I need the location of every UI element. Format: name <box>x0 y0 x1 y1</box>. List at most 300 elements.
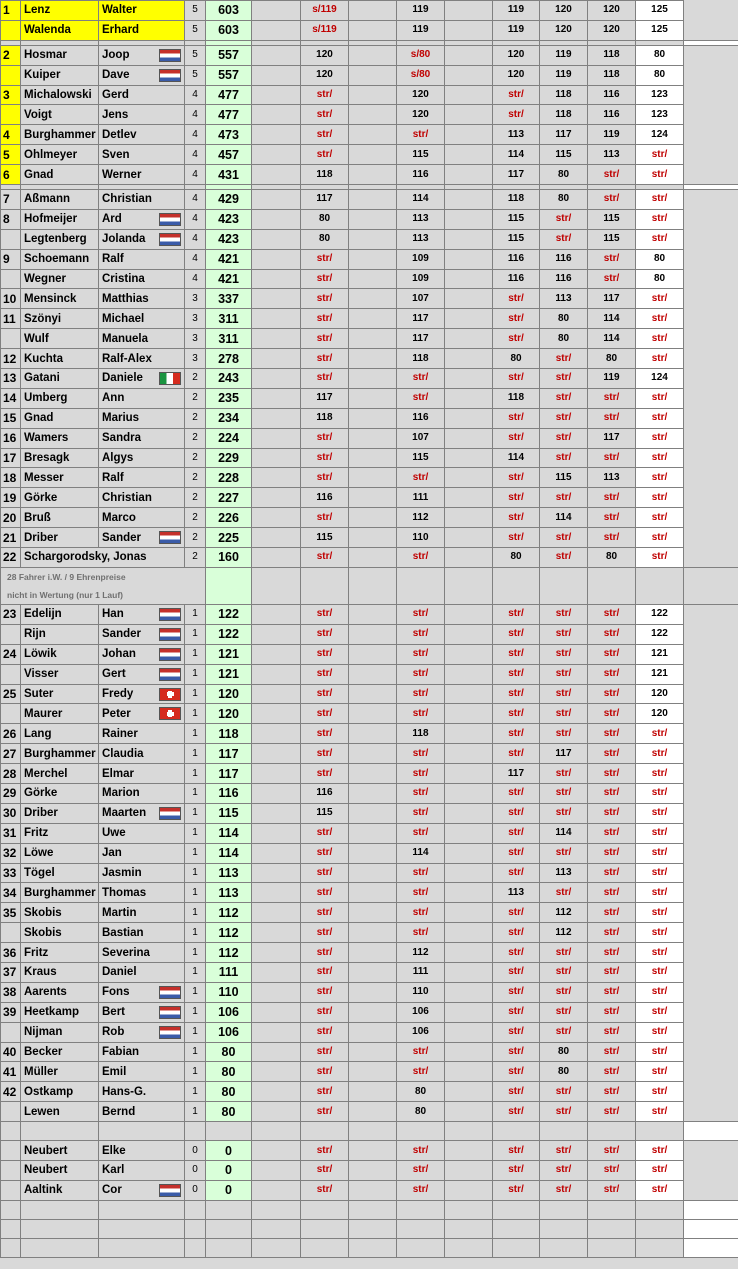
run-result-cell: str/ <box>301 289 349 309</box>
empty-cell <box>252 982 301 1002</box>
run-result-cell: str/ <box>588 684 636 704</box>
netherlands-flag-icon <box>159 233 181 246</box>
first-name-label: Maarten <box>102 807 147 820</box>
runs-count-cell: 1 <box>185 1022 206 1042</box>
run-result-cell: s/119 <box>301 1 349 21</box>
run-result-cell <box>445 1180 493 1200</box>
run-result-cell: str/ <box>588 1160 636 1180</box>
empty-cell <box>588 1122 636 1141</box>
last-name-cell: Rijn <box>21 624 99 644</box>
rank-cell: 42 <box>1 1082 21 1102</box>
first-name-cell <box>99 903 185 923</box>
empty-cell <box>397 1200 445 1219</box>
rank-cell: 21 <box>1 528 21 548</box>
run-result-cell: str/ <box>493 528 540 548</box>
empty-cell <box>588 1200 636 1219</box>
first-name-cell <box>99 408 185 428</box>
empty-cell <box>252 190 301 210</box>
last-name-cell: Müller <box>21 1062 99 1082</box>
run-result-cell: 114 <box>397 190 445 210</box>
run-result-cell <box>349 408 397 428</box>
empty-cell <box>636 1238 684 1257</box>
first-name-cell <box>99 309 185 329</box>
run-result-cell: str/ <box>301 1102 349 1122</box>
table-row <box>1 982 738 1002</box>
run-result-cell: 114 <box>493 448 540 468</box>
run-result-cell: str/ <box>588 1022 636 1042</box>
run-result-cell <box>349 388 397 408</box>
run-result-cell <box>445 1 493 21</box>
table-row <box>1 783 738 803</box>
first-name-cell <box>99 329 185 349</box>
run-result-cell <box>445 369 493 389</box>
runs-count-cell: 2 <box>185 528 206 548</box>
empty-cell <box>636 567 684 604</box>
run-result-cell: 113 <box>397 229 445 249</box>
run-result-cell: str/ <box>636 1180 684 1200</box>
last-name-cell: Neubert <box>21 1160 99 1180</box>
runs-count-cell: 4 <box>185 209 206 229</box>
run-result-cell <box>349 85 397 105</box>
last-name-cell: Neubert <box>21 1141 99 1161</box>
table-row <box>1 604 738 624</box>
run-result-cell <box>349 923 397 943</box>
run-result-cell: str/ <box>588 508 636 528</box>
table-row <box>1 45 738 65</box>
run-result-cell: 118 <box>301 408 349 428</box>
run-result-cell: str/ <box>540 369 588 389</box>
run-result-cell <box>445 962 493 982</box>
last-name-cell: Fritz <box>21 943 99 963</box>
total-points-cell: 311 <box>206 309 252 329</box>
first-name-label: Sandra <box>102 432 141 445</box>
run-result-cell: 116 <box>397 165 445 185</box>
run-result-cell <box>349 644 397 664</box>
runs-count-cell: 2 <box>185 468 206 488</box>
empty-cell <box>445 567 493 604</box>
rank-cell: 35 <box>1 903 21 923</box>
run-result-cell: str/ <box>301 883 349 903</box>
runs-count-cell: 3 <box>185 309 206 329</box>
run-result-cell: 121 <box>636 644 684 664</box>
table-row <box>1 1022 738 1042</box>
rank-cell: 19 <box>1 488 21 508</box>
empty-cell <box>684 40 738 45</box>
first-name-cell <box>99 165 185 185</box>
first-name-label: Rob <box>102 1026 125 1039</box>
run-result-cell: str/ <box>540 528 588 548</box>
run-result-cell: str/ <box>397 684 445 704</box>
run-result-cell: str/ <box>397 125 445 145</box>
run-result-cell: 117 <box>540 125 588 145</box>
runs-count-cell: 5 <box>185 1 206 21</box>
run-result-cell: str/ <box>301 1180 349 1200</box>
run-result-cell <box>445 1102 493 1122</box>
empty-cell <box>684 567 738 604</box>
first-name-label: Jolanda <box>102 233 146 246</box>
empty-cell <box>206 567 252 604</box>
total-points-cell: 278 <box>206 349 252 369</box>
rank-cell <box>1 1141 21 1161</box>
table-row <box>1 269 738 289</box>
first-name-label: Ralf-Alex <box>102 352 152 365</box>
first-name-cell <box>99 1082 185 1102</box>
rank-cell <box>1 1180 21 1200</box>
empty-cell <box>252 803 301 823</box>
table-row <box>1 823 738 843</box>
empty-cell <box>540 1122 588 1141</box>
table-row <box>1 764 738 784</box>
netherlands-flag-icon <box>159 49 181 62</box>
table-row <box>1 85 738 105</box>
run-result-cell: 123 <box>636 105 684 125</box>
last-name-cell: Aßmann <box>21 190 99 210</box>
netherlands-flag-icon <box>159 807 181 820</box>
run-result-cell: str/ <box>540 624 588 644</box>
last-name-cell: Walenda <box>21 20 99 40</box>
total-points-cell: 234 <box>206 408 252 428</box>
run-result-cell <box>445 803 493 823</box>
run-result-cell: 113 <box>397 209 445 229</box>
run-result-cell: 110 <box>397 528 445 548</box>
run-result-cell: str/ <box>588 744 636 764</box>
first-name-cell <box>99 45 185 65</box>
runs-count-cell: 1 <box>185 624 206 644</box>
run-result-cell: 125 <box>636 20 684 40</box>
total-points-cell: 115 <box>206 803 252 823</box>
run-result-cell: 114 <box>397 843 445 863</box>
rank-cell <box>1 1022 21 1042</box>
run-result-cell: 117 <box>397 329 445 349</box>
empty-cell <box>185 1200 206 1219</box>
total-points-cell: 160 <box>206 548 252 568</box>
run-result-cell: str/ <box>493 105 540 125</box>
run-result-cell: str/ <box>588 664 636 684</box>
last-name-cell: Lang <box>21 724 99 744</box>
run-result-cell: str/ <box>588 764 636 784</box>
runs-count-cell: 1 <box>185 962 206 982</box>
run-result-cell: str/ <box>540 548 588 568</box>
total-points-cell: 423 <box>206 209 252 229</box>
run-result-cell: 80 <box>301 209 349 229</box>
total-points-cell: 116 <box>206 783 252 803</box>
run-result-cell: str/ <box>493 1062 540 1082</box>
last-name-cell: Burghammer <box>21 125 99 145</box>
empty-cell <box>252 349 301 369</box>
run-result-cell: str/ <box>588 408 636 428</box>
run-result-cell: str/ <box>636 209 684 229</box>
run-result-cell: str/ <box>588 1141 636 1161</box>
run-result-cell: str/ <box>397 664 445 684</box>
empty-cell <box>445 1200 493 1219</box>
run-result-cell <box>445 548 493 568</box>
run-result-cell: 80 <box>636 65 684 85</box>
first-name-cell <box>99 1042 185 1062</box>
run-result-cell: str/ <box>540 664 588 684</box>
run-result-cell: str/ <box>301 644 349 664</box>
empty-cell <box>684 185 738 190</box>
run-result-cell: 120 <box>493 45 540 65</box>
run-result-cell <box>445 823 493 843</box>
empty-cell <box>252 408 301 428</box>
empty-cell <box>636 1219 684 1238</box>
runs-count-cell: 3 <box>185 289 206 309</box>
run-result-cell: str/ <box>540 684 588 704</box>
last-name-cell: Ostkamp <box>21 1082 99 1102</box>
run-result-cell: str/ <box>301 105 349 125</box>
first-name-cell <box>99 863 185 883</box>
run-result-cell: str/ <box>493 1180 540 1200</box>
run-result-cell <box>445 329 493 349</box>
last-name-cell: Tögel <box>21 863 99 883</box>
total-points-cell: 122 <box>206 604 252 624</box>
rank-cell: 1 <box>1 1 21 21</box>
run-result-cell: 116 <box>540 249 588 269</box>
empty-cell <box>206 1238 252 1257</box>
run-result-cell: str/ <box>493 1102 540 1122</box>
run-result-cell: str/ <box>301 724 349 744</box>
last-name-cell: Driber <box>21 803 99 823</box>
first-name-cell <box>99 644 185 664</box>
run-result-cell: 113 <box>540 863 588 883</box>
run-result-cell: str/ <box>493 744 540 764</box>
run-result-cell <box>445 704 493 724</box>
empty-cell <box>252 684 301 704</box>
info-line-not-ranked: nicht in Wertung (nur 1 Lauf) <box>7 589 123 600</box>
first-name-cell <box>99 624 185 644</box>
last-name-cell: Lenz <box>21 1 99 21</box>
total-points-cell: 431 <box>206 165 252 185</box>
run-result-cell: str/ <box>540 604 588 624</box>
empty-cell <box>252 289 301 309</box>
run-result-cell <box>445 1141 493 1161</box>
run-result-cell: 113 <box>540 289 588 309</box>
run-result-cell: str/ <box>636 1002 684 1022</box>
first-name-label: Fons <box>102 986 130 999</box>
empty-cell <box>540 1238 588 1257</box>
run-result-cell <box>445 724 493 744</box>
rank-cell: 30 <box>1 803 21 823</box>
empty-cell <box>588 567 636 604</box>
table-row <box>1 644 738 664</box>
table-row <box>1 428 738 448</box>
run-result-cell: 119 <box>493 1 540 21</box>
last-name-cell: Heetkamp <box>21 1002 99 1022</box>
run-result-cell: 115 <box>588 229 636 249</box>
run-result-cell: str/ <box>636 145 684 165</box>
rank-cell: 10 <box>1 289 21 309</box>
run-result-cell: str/ <box>636 528 684 548</box>
rank-cell <box>1 664 21 684</box>
empty-cell <box>445 1238 493 1257</box>
rank-cell: 36 <box>1 943 21 963</box>
first-name-cell <box>99 1062 185 1082</box>
run-result-cell: 116 <box>588 105 636 125</box>
empty-cell <box>397 567 445 604</box>
run-result-cell: 117 <box>397 309 445 329</box>
run-result-cell <box>445 428 493 448</box>
run-result-cell: str/ <box>540 724 588 744</box>
empty-cell <box>252 1160 301 1180</box>
first-name-label: Sander <box>102 531 141 544</box>
table-row <box>1 488 738 508</box>
empty-cell <box>252 1200 301 1219</box>
run-result-cell: str/ <box>588 1062 636 1082</box>
total-points-cell: 113 <box>206 863 252 883</box>
first-name-label: Fredy <box>102 687 134 700</box>
run-result-cell <box>349 604 397 624</box>
run-result-cell <box>349 329 397 349</box>
runs-count-cell: 4 <box>185 190 206 210</box>
table-row <box>1 843 738 863</box>
table-row <box>1 20 738 40</box>
first-name-label: Uwe <box>102 827 126 840</box>
empty-cell <box>252 85 301 105</box>
first-name-label: Bastian <box>102 926 144 939</box>
run-result-cell: str/ <box>588 624 636 644</box>
run-result-cell: 116 <box>397 408 445 428</box>
empty-cell <box>252 664 301 684</box>
total-points-cell: 80 <box>206 1102 252 1122</box>
empty-cell <box>252 644 301 664</box>
run-result-cell: 117 <box>588 428 636 448</box>
first-name-cell <box>99 684 185 704</box>
first-name-label: Daniel <box>102 966 137 979</box>
rank-cell: 22 <box>1 548 21 568</box>
runs-count-cell: 1 <box>185 604 206 624</box>
run-result-cell <box>445 903 493 923</box>
total-points-cell: 229 <box>206 448 252 468</box>
run-result-cell: str/ <box>588 883 636 903</box>
run-result-cell: str/ <box>397 803 445 823</box>
table-row <box>1 408 738 428</box>
run-result-cell: str/ <box>588 803 636 823</box>
run-result-cell <box>445 349 493 369</box>
rank-cell: 9 <box>1 249 21 269</box>
run-result-cell: 114 <box>588 329 636 349</box>
run-result-cell <box>349 1180 397 1200</box>
last-name-cell: Messer <box>21 468 99 488</box>
first-name-cell <box>99 1 185 21</box>
empty-cell <box>252 45 301 65</box>
run-result-cell: str/ <box>636 724 684 744</box>
table-row <box>1 209 738 229</box>
run-result-cell: str/ <box>588 190 636 210</box>
run-result-cell: 123 <box>636 85 684 105</box>
runs-count-cell: 4 <box>185 145 206 165</box>
last-name-cell: Kraus <box>21 962 99 982</box>
run-result-cell: str/ <box>636 823 684 843</box>
run-result-cell: 118 <box>540 105 588 125</box>
first-name-cell <box>99 1022 185 1042</box>
run-result-cell: 112 <box>397 508 445 528</box>
run-result-cell: 80 <box>540 190 588 210</box>
run-result-cell <box>445 644 493 664</box>
rank-cell: 15 <box>1 408 21 428</box>
run-result-cell <box>445 20 493 40</box>
empty-cell <box>493 1200 540 1219</box>
run-result-cell: 113 <box>493 883 540 903</box>
rank-cell <box>1 229 21 249</box>
total-points-cell: 429 <box>206 190 252 210</box>
run-result-cell: str/ <box>301 664 349 684</box>
total-points-cell: 235 <box>206 388 252 408</box>
run-result-cell: 116 <box>493 249 540 269</box>
run-result-cell: 80 <box>588 349 636 369</box>
run-result-cell <box>445 125 493 145</box>
run-result-cell: 115 <box>397 145 445 165</box>
run-result-cell: str/ <box>588 943 636 963</box>
rank-cell: 3 <box>1 85 21 105</box>
run-result-cell <box>445 664 493 684</box>
total-points-cell: 423 <box>206 229 252 249</box>
run-result-cell: str/ <box>540 1002 588 1022</box>
run-result-cell <box>445 923 493 943</box>
run-result-cell <box>349 1160 397 1180</box>
netherlands-flag-icon <box>159 1026 181 1039</box>
run-result-cell <box>445 209 493 229</box>
run-result-cell <box>349 744 397 764</box>
run-result-cell: str/ <box>493 1022 540 1042</box>
first-name-label: Sven <box>102 148 130 161</box>
run-result-cell: 117 <box>588 289 636 309</box>
empty-cell <box>252 249 301 269</box>
table-row <box>1 369 738 389</box>
run-result-cell: 80 <box>540 309 588 329</box>
run-result-cell <box>349 528 397 548</box>
run-result-cell: str/ <box>301 125 349 145</box>
empty-cell <box>301 567 349 604</box>
run-result-cell: str/ <box>588 823 636 843</box>
run-result-cell: str/ <box>636 1082 684 1102</box>
run-result-cell <box>349 190 397 210</box>
total-points-cell: 421 <box>206 269 252 289</box>
table-row <box>1 388 738 408</box>
rank-cell <box>1 923 21 943</box>
results-body <box>1 1 738 1258</box>
run-result-cell <box>349 1062 397 1082</box>
run-result-cell: str/ <box>301 448 349 468</box>
run-result-cell: 80 <box>540 165 588 185</box>
total-points-cell: 0 <box>206 1141 252 1161</box>
rank-cell: 20 <box>1 508 21 528</box>
run-result-cell: str/ <box>636 744 684 764</box>
total-points-cell: 228 <box>206 468 252 488</box>
table-row <box>1 165 738 185</box>
first-name-cell <box>99 190 185 210</box>
empty-cell <box>540 1200 588 1219</box>
total-points-cell: 0 <box>206 1180 252 1200</box>
last-name-cell: Burghammer <box>21 744 99 764</box>
empty-cell <box>349 567 397 604</box>
run-result-cell: str/ <box>588 269 636 289</box>
empty-cell <box>185 1122 206 1141</box>
first-name-label: Bert <box>102 1006 126 1019</box>
empty-cell <box>252 943 301 963</box>
run-result-cell <box>445 65 493 85</box>
first-name-label: Daniele <box>102 372 143 385</box>
run-result-cell: str/ <box>588 1082 636 1102</box>
empty-cell <box>349 1238 397 1257</box>
run-result-cell: str/ <box>540 349 588 369</box>
run-result-cell: str/ <box>493 624 540 644</box>
run-result-cell: str/ <box>301 764 349 784</box>
run-result-cell: str/ <box>397 644 445 664</box>
table-row <box>1 125 738 145</box>
empty-cell <box>252 329 301 349</box>
run-result-cell: str/ <box>397 783 445 803</box>
run-result-cell: str/ <box>540 428 588 448</box>
